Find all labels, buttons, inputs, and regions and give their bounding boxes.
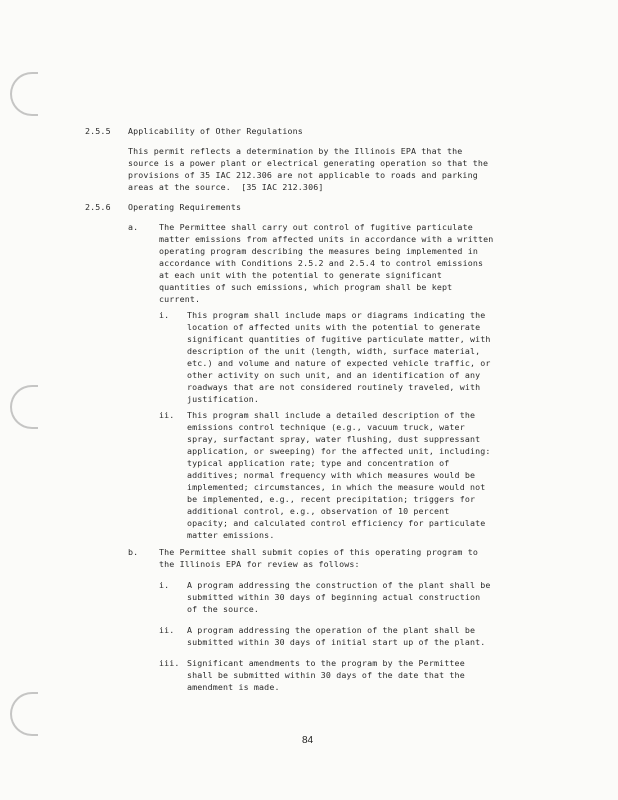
item-a-i-line: location of affected units with the potential to generate <box>187 322 481 332</box>
item-a-line: at each unit with the potential to generate significant <box>159 270 442 280</box>
item-a-ii-line: application, or sweeping) for the affected unit, including: <box>187 446 491 456</box>
item-a-line: matter emissions from affected units in accordance with a written <box>159 234 494 244</box>
item-a-i-line: description of the unit (length, width, surface material, <box>187 346 481 356</box>
item-a-ii-line: typical application rate; type and concentration of <box>187 458 450 468</box>
section-body-line: areas at the source. [35 IAC 212.306] <box>128 182 324 192</box>
list-marker: iii. <box>159 658 180 668</box>
item-a-i-line: significant quantities of fugitive particulate matter, with <box>187 334 491 344</box>
item-a-line: quantities of such emissions, which program shall be kept <box>159 282 453 292</box>
item-a-i-line: roadways that are not considered routinely traveled, with <box>187 382 481 392</box>
item-b-line: the Illinois EPA for review as follows: <box>159 559 360 569</box>
item-a-line: The Permittee shall carry out control of fugitive particulate <box>159 222 473 232</box>
list-marker: ii. <box>159 625 175 635</box>
item-b-i-line: of the source. <box>187 604 260 614</box>
item-a-ii-line: emissions control technique (e.g., vacuum truck, water <box>187 422 465 432</box>
item-a-ii-line: spray, surfactant spray, water flushing, dust suppressant <box>187 434 481 444</box>
list-marker: i. <box>159 310 170 320</box>
section-body-line: source is a power plant or electrical generating operation so that the <box>128 158 489 168</box>
punch-hole-bottom <box>10 692 38 736</box>
item-a-i-line: etc.) and volume and nature of expected vehicle traffic, or <box>187 358 491 368</box>
item-a-i-line: This program shall include maps or diagrams indicating the <box>187 310 486 320</box>
item-a-i-line: justification. <box>187 394 260 404</box>
section-body-line: This permit reflects a determination by the Illinois EPA that the <box>128 146 463 156</box>
punch-hole-middle <box>10 385 38 429</box>
punch-hole-top <box>10 72 38 116</box>
item-a-line: operating program describing the measures being implemented in <box>159 246 478 256</box>
item-a-ii-line: additives; normal frequency with which measures would be <box>187 470 476 480</box>
item-a-ii-line: be implemented, e.g., recent precipitation; triggers for <box>187 494 476 504</box>
item-b-iii-line: shall be submitted within 30 days of the date that the <box>187 670 465 680</box>
item-b-line: The Permittee shall submit copies of this operating program to <box>159 547 478 557</box>
item-a-ii-line: matter emissions. <box>187 530 275 540</box>
item-b-i-line: A program addressing the construction of the plant shall be <box>187 580 491 590</box>
item-b-ii-line: A program addressing the operation of the plant shall be <box>187 625 476 635</box>
list-marker: ii. <box>159 410 175 420</box>
item-a-line: accordance with Conditions 2.5.2 and 2.5.4 to control emissions <box>159 258 484 268</box>
item-a-ii-line: This program shall include a detailed description of the <box>187 410 476 420</box>
section-body-line: provisions of 35 IAC 212.306 are not applicable to roads and parking <box>128 170 478 180</box>
page-number: 84 <box>302 735 314 746</box>
list-marker: b. <box>128 547 139 557</box>
section-title: Applicability of Other Regulations <box>128 126 303 136</box>
item-a-ii-line: additional control, e.g., observation of 10 percent <box>187 506 450 516</box>
item-b-i-line: submitted within 30 days of beginning actual construction <box>187 592 481 602</box>
section-number: 2.5.6 <box>85 202 111 212</box>
item-a-line: current. <box>159 294 201 304</box>
section-number: 2.5.5 <box>85 126 111 136</box>
item-b-iii-line: amendment is made. <box>187 682 280 692</box>
item-a-ii-line: opacity; and calculated control efficiency for particulate <box>187 518 486 528</box>
list-marker: i. <box>159 580 170 590</box>
item-b-ii-line: submitted within 30 days of initial start up of the plant. <box>187 637 486 647</box>
item-a-ii-line: implemented; circumstances, in which the measure would not <box>187 482 486 492</box>
item-b-iii-line: Significant amendments to the program by the Permittee <box>187 658 465 668</box>
list-marker: a. <box>128 222 139 232</box>
section-title: Operating Requirements <box>128 202 242 212</box>
item-a-i-line: other activity on such unit, and an identification of any <box>187 370 481 380</box>
